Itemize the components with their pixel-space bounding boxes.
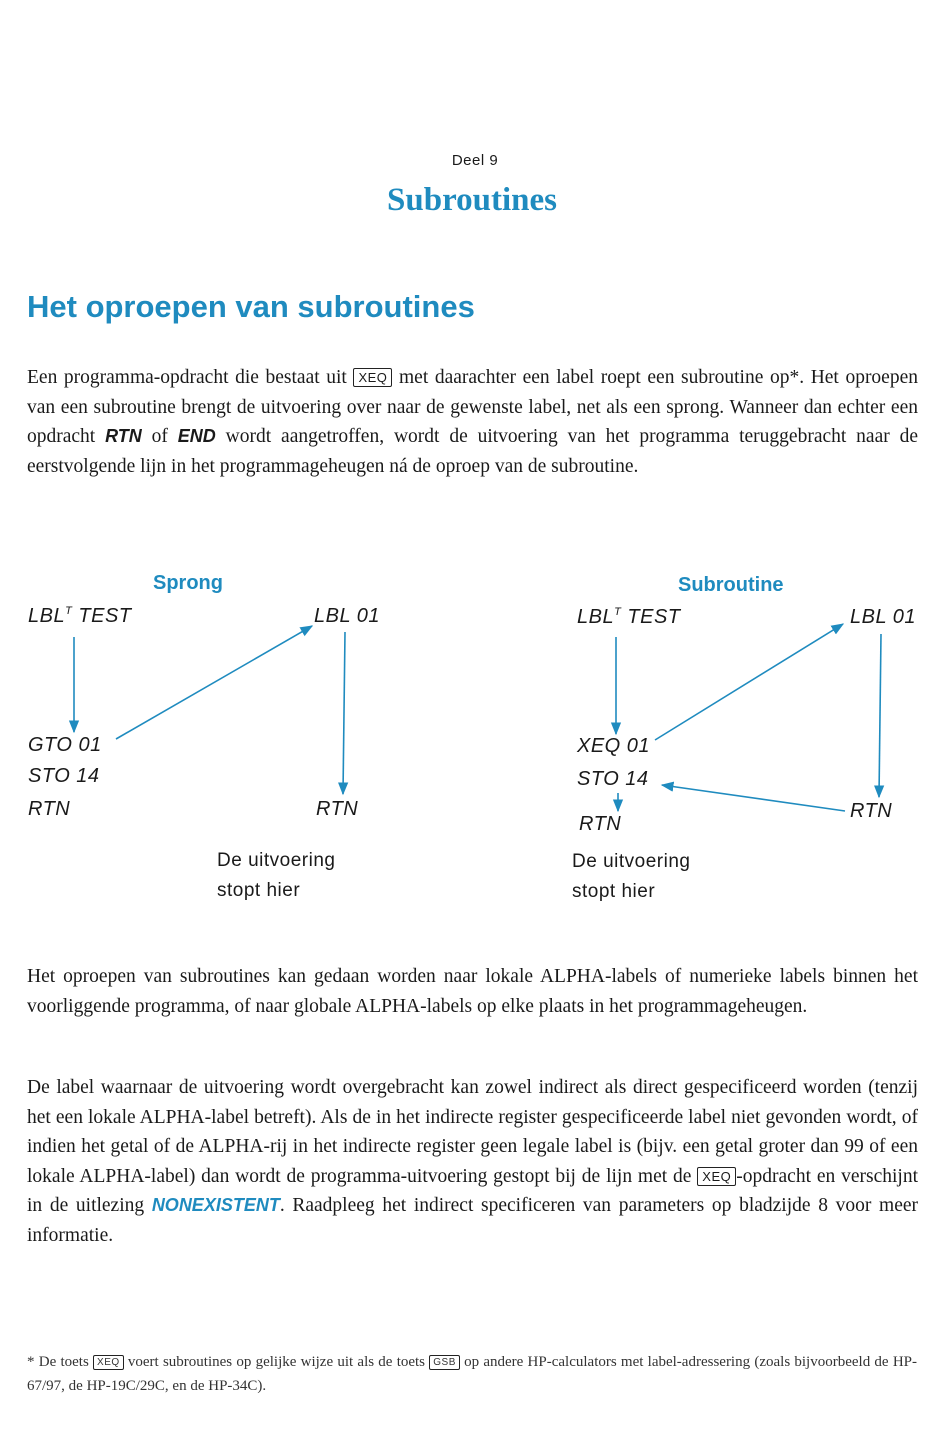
diagram-left-note: De uitvoering stopt hier [217, 850, 336, 901]
end-command: END [177, 426, 216, 446]
arrow-rtn-back-to-sto [662, 785, 845, 811]
diagram-left-rtn: RTN [28, 798, 71, 820]
diagram-right-rtn-end: RTN [850, 800, 893, 822]
xeq-key: XEQ [93, 1355, 124, 1370]
arrow-lbl01-to-rtn [343, 632, 345, 794]
paragraph-3: De label waarnaar de uitvoering wordt overgebracht kan zowel indirect als direct gespecificeerd worden (tenzij het een lokale ALPHA-label betreft). Als de in het indirecte register gespecificeerde label niet gevonden wordt, of indien het getal of de ALPHA-rij in het indirecte register geen legale label is (bijv. een getal groter dan 99 of een lokale ALPHA-label) dan wordt de programma-uitvoering gestopt bij de lijn met de XEQ -opdracht en verschijnt in de uitlezing NONEXISTENT. Raadpleeg het indirect specificeren van parameters op bladzijde 8 voor meer informatie. [27, 1077, 919, 1246]
paragraph-2: Het oproepen van subroutines kan gedaan worden naar lokale ALPHA-labels of numerieke labels binnen het voorliggende programma, of naar globale ALPHA-labels op elke plaats in het programmageheugen. [27, 966, 918, 1017]
arrow-gto-to-lbl01 [116, 626, 312, 739]
diagram-left-lbl-test: $LBL^T$ TEST [28, 605, 132, 627]
section-heading: Het oproepen van subroutines [27, 289, 475, 324]
diagram-right-lbl-01: LBL 01 [850, 606, 917, 628]
intro-paragraph: Een programma-opdracht die bestaat uit XEQ met daarachter een label roept een subroutine op*. Het oproepen van een subroutine brengt de uitvoering over naar de gewenste label, net als een sprong. Wanneer dan echter een opdracht RTN of END wordt aangetroffen, wordt de uitvoering van het programma teruggebracht naar de eerstvolgende lijn in het programmageheugen ná de oproep van de subroutine. [27, 367, 918, 477]
diagram-right-sto: STO 14 [577, 768, 649, 790]
diagram-right-lbl-test: $LBL^T$ TEST [577, 606, 681, 628]
footnote: * De toets XEQ voert subroutines op gelijke wijze uit als de toets GSB op andere HP-calculators met label-adressering (zoals bijvoorbeeld de HP-67/97, de HP-19C/29C, en de HP-34C). [27, 1354, 917, 1394]
arrow-xeq-to-lbl01 [655, 624, 843, 740]
rtn-command: RTN [105, 426, 142, 446]
diagram-right-rtn: RTN [579, 813, 622, 835]
xeq-key: XEQ [697, 1167, 736, 1186]
diagram-left-heading: Sprong [153, 572, 223, 594]
arrow-lbl01-to-rtn [879, 634, 881, 797]
part-label: Deel 9 [451, 152, 499, 169]
diagram-left-sto: STO 14 [28, 765, 100, 787]
xeq-key: XEQ [353, 368, 392, 387]
diagram-right-heading: Subroutine [678, 574, 784, 596]
diagram-right-xeq: XEQ 01 [577, 735, 651, 757]
diagram-left-rtn-end: RTN [316, 798, 359, 820]
diagram-left-lbl-01: LBL 01 [314, 605, 381, 627]
page-title: Subroutines [387, 182, 557, 218]
diagram-left-gto: GTO 01 [28, 734, 102, 756]
gsb-key: GSB [429, 1355, 460, 1370]
diagram-right-note: De uitvoering stopt hier [572, 851, 691, 902]
nonexistent-display: NONEXISTENT [151, 1195, 280, 1215]
